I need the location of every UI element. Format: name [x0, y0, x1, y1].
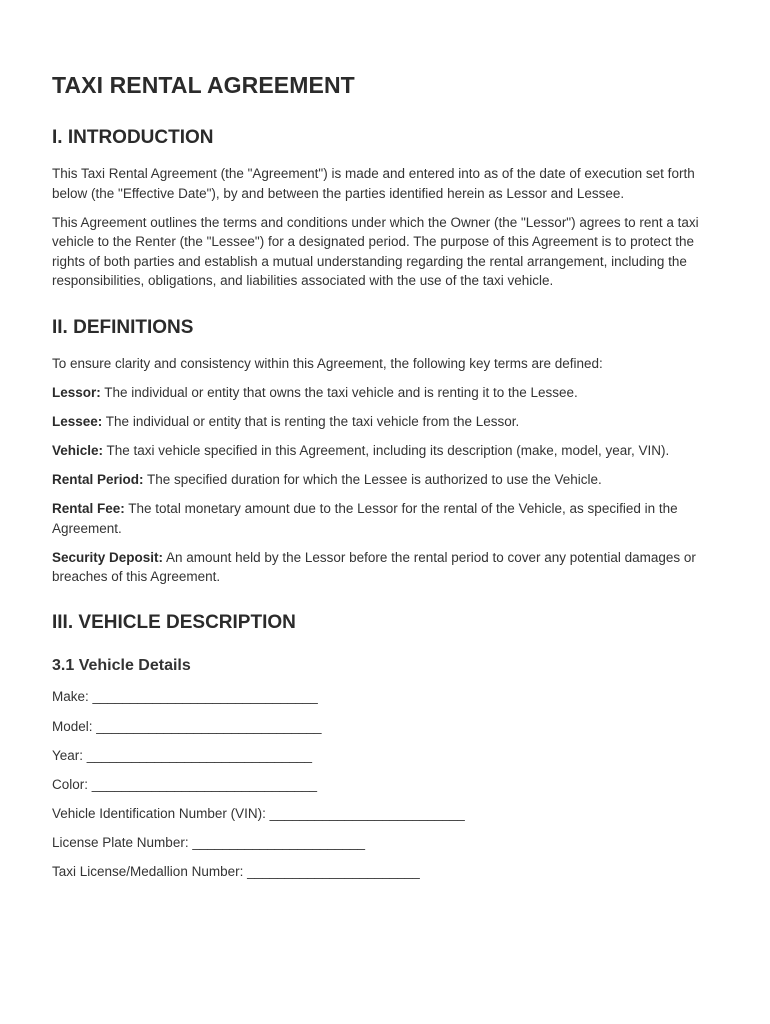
model-field: Model: ______________________________ — [52, 718, 322, 734]
vin-field: Vehicle Identification Number (VIN): __________________________ — [52, 805, 465, 821]
taxi-license-field: Taxi License/Medallion Number: _______________________ — [52, 863, 420, 879]
definition-term: Rental Period: — [52, 471, 144, 487]
definition-term: Security Deposit: — [52, 549, 164, 565]
vehicle-description-heading: III. VEHICLE DESCRIPTION — [52, 612, 296, 634]
vehicle-description-section — [52, 611, 720, 881]
document-title: TAXI RENTAL AGREEMENT — [52, 72, 355, 98]
definition-text: The taxi vehicle specified in this Agreement, including its description (make, model, year, VIN). — [103, 442, 670, 458]
definition-item — [52, 470, 720, 490]
definitions-intro: To ensure clarity and consistency within this Agreement, the following key terms are defined: — [52, 355, 603, 371]
year-field: Year: ______________________________ — [52, 747, 313, 763]
definition-term: Rental Fee: — [52, 501, 125, 517]
introduction-section — [52, 126, 720, 291]
definition-item — [52, 548, 720, 587]
license-plate-field: License Plate Number: _______________________ — [52, 834, 366, 850]
color-field: Color: ______________________________ — [52, 776, 318, 792]
introduction-paragraph-1: This Taxi Rental Agreement (the "Agreement") is made and entered into as of the date of execution set forth below (the "Effective Date"), by and between the parties identified herein as Lessor and Lessee. — [52, 166, 695, 201]
definition-term: Lessor: — [52, 384, 101, 400]
make-field: Make: ______________________________ — [52, 689, 318, 705]
definition-item — [52, 412, 720, 432]
definitions-heading: II. DEFINITIONS — [52, 316, 194, 338]
definition-item — [52, 499, 720, 538]
definition-text: The individual or entity that owns the taxi vehicle and is renting it to the Lessee. — [100, 384, 578, 400]
definition-text: The specified duration for which the Lessee is authorized to use the Vehicle. — [143, 471, 602, 487]
definition-term: Vehicle: — [52, 442, 104, 458]
introduction-heading: I. INTRODUCTION — [52, 127, 214, 148]
definition-item — [52, 383, 720, 403]
definition-text: The total monetary amount due to the Lessor for the rental of the Vehicle, as specified in the Agreement. — [52, 501, 678, 536]
definition-text: An amount held by the Lessor before the rental period to cover any potential damages or breaches of this Agreement. — [52, 549, 696, 585]
definition-item — [52, 441, 720, 461]
definition-text: The individual or entity that is renting the taxi vehicle from the Lessor. — [102, 413, 520, 429]
vehicle-details-subheading: 3.1 Vehicle Details — [52, 657, 191, 675]
definition-term: Lessee: — [52, 413, 103, 429]
introduction-paragraph-2: This Agreement outlines the terms and conditions under which the Owner (the "Lessor") agrees to rent a taxi vehicle to the Renter (the "Lessee") for a designated period. The purpose of this Agreement is to protect the rights of both parties and establish a mutual understanding regarding the rental arrangement, including the responsibilities, obligations, and liabilities associated with the use of the taxi vehicle. — [52, 214, 699, 289]
definitions-section — [52, 316, 720, 587]
